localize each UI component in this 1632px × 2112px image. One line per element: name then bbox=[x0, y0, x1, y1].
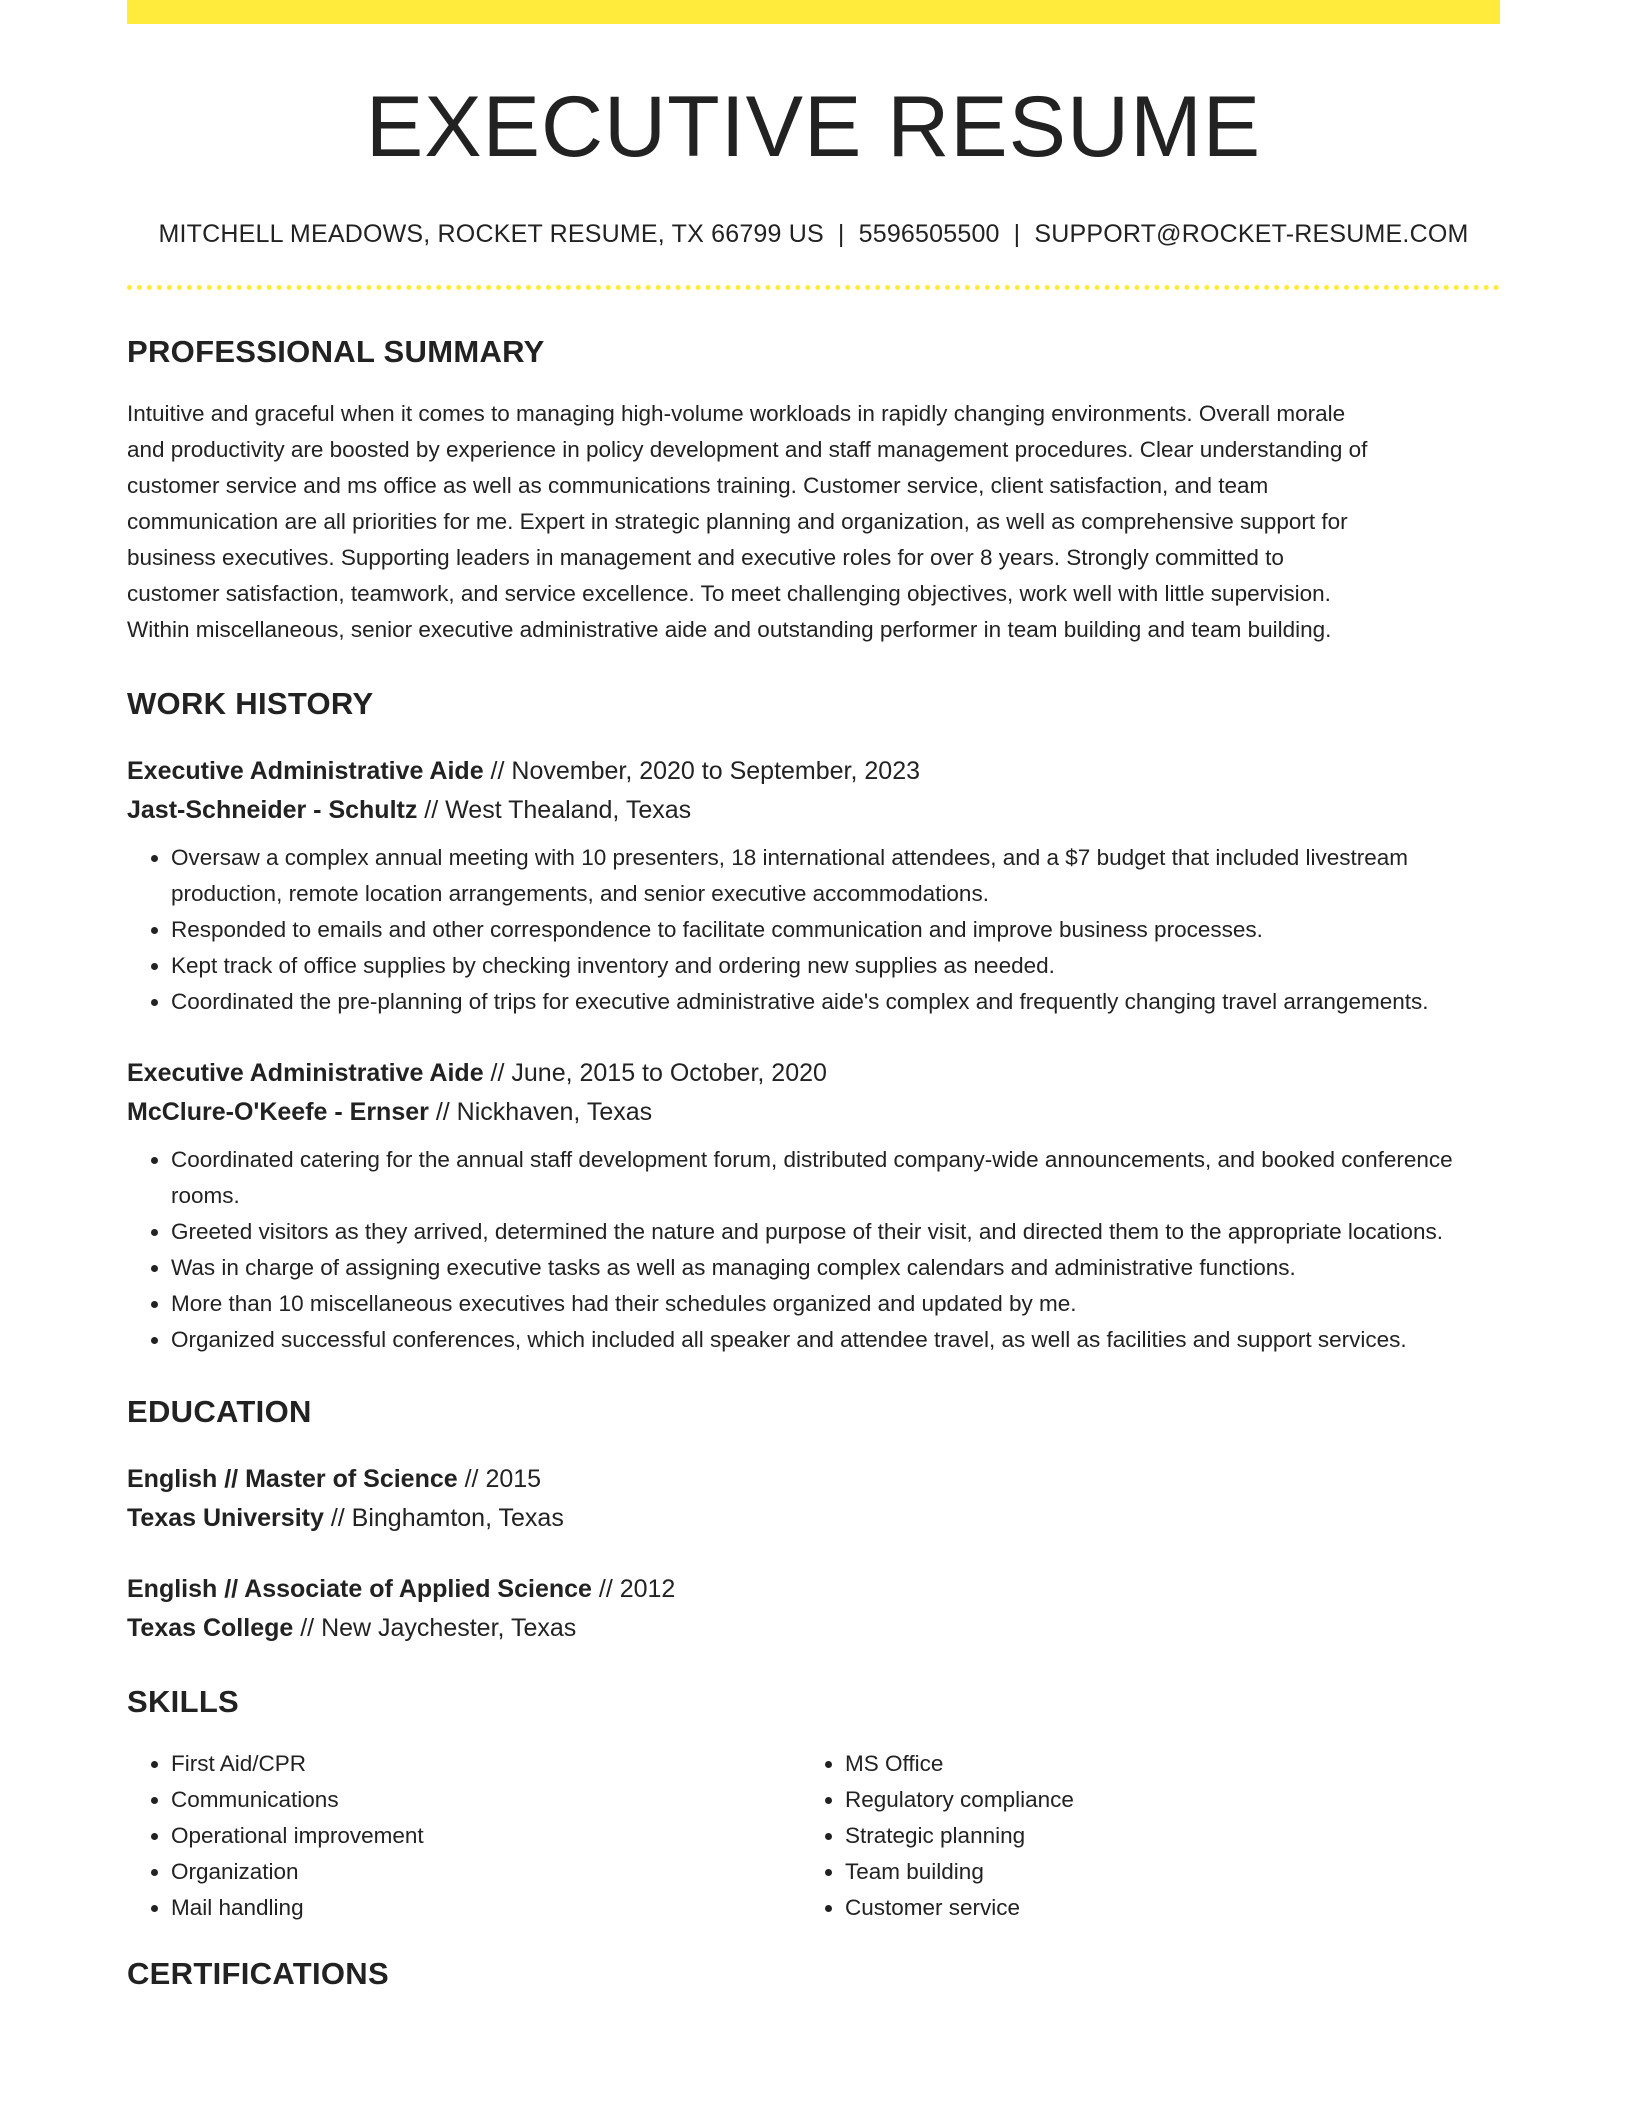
education-degree-line bbox=[127, 1460, 1500, 1499]
education-school: Texas College bbox=[127, 1614, 294, 1643]
job-bullet: • Was in charge of assigning executive tasks as well as managing complex calendars and administrative functions. bbox=[171, 1250, 1500, 1286]
skills-column-left bbox=[127, 1746, 801, 1926]
education-location: // Binghamton, Texas bbox=[323, 1504, 564, 1533]
job-company: McClure-O'Keefe - Ernser bbox=[127, 1098, 429, 1127]
education-entry bbox=[127, 1570, 1500, 1648]
skill-item: • Strategic planning bbox=[845, 1818, 1475, 1854]
job-dates: // November, 2020 to September, 2023 bbox=[483, 757, 920, 786]
skill-item: • Regulatory compliance bbox=[845, 1782, 1475, 1818]
job-entry bbox=[127, 1054, 1500, 1358]
job-header bbox=[127, 752, 1500, 791]
education-entry bbox=[127, 1460, 1500, 1538]
job-company-line bbox=[127, 1093, 1500, 1132]
skill-item: • Customer service bbox=[845, 1890, 1475, 1926]
contact-phone: 5596505500 bbox=[858, 220, 1000, 249]
summary-text bbox=[127, 396, 1500, 648]
resume-title: EXECUTIVE RESUME bbox=[365, 79, 1262, 175]
education-school: Texas University bbox=[127, 1504, 324, 1533]
education-degree: English // Associate of Applied Science bbox=[127, 1575, 592, 1604]
accent-bar bbox=[127, 0, 1500, 24]
job-role: Executive Administrative Aide bbox=[127, 1059, 484, 1088]
skills-grid bbox=[127, 1746, 1500, 1926]
dotted-divider bbox=[127, 285, 1500, 290]
job-location: // Nickhaven, Texas bbox=[428, 1098, 653, 1127]
job-bullet: • Responded to emails and other correspondence to facilitate communication and improve business processes. bbox=[171, 912, 1500, 948]
education-year: // 2015 bbox=[457, 1465, 542, 1494]
education-degree: English // Master of Science bbox=[127, 1465, 458, 1494]
education-school-line bbox=[127, 1609, 1500, 1648]
job-bullet: • Coordinated the pre-planning of trips for executive administrative aide's complex and frequently changing travel arrangements. bbox=[171, 984, 1500, 1020]
contact-separator: | bbox=[837, 220, 845, 249]
job-bullets bbox=[127, 1142, 1500, 1358]
job-header bbox=[127, 1054, 1500, 1093]
skill-item: • Team building bbox=[845, 1854, 1475, 1890]
contact-line bbox=[127, 220, 1500, 249]
section-title-certifications: CERTIFICATIONS bbox=[127, 1956, 389, 1992]
education-degree-line bbox=[127, 1570, 1500, 1609]
section-title-skills: SKILLS bbox=[127, 1684, 240, 1720]
job-dates: // June, 2015 to October, 2020 bbox=[483, 1059, 827, 1088]
job-location: // West Thealand, Texas bbox=[417, 796, 692, 825]
section-title-work-history: WORK HISTORY bbox=[127, 686, 374, 722]
contact-separator: | bbox=[1013, 220, 1021, 249]
job-bullet: • Kept track of office supplies by checking inventory and ordering new supplies as needed. bbox=[171, 948, 1500, 984]
education-location: // New Jaychester, Texas bbox=[293, 1614, 577, 1643]
contact-email: SUPPORT@ROCKET-RESUME.COM bbox=[1034, 220, 1469, 249]
summary-line: and productivity are boosted by experience in policy development and staff management procedures. Clear understanding of bbox=[127, 437, 1368, 463]
job-bullet: • Coordinated catering for the annual staff development forum, distributed company-wide announcements, and booked conference rooms. bbox=[171, 1142, 1500, 1214]
job-bullet: • Greeted visitors as they arrived, determined the nature and purpose of their visit, and directed them to the appropriate locations. bbox=[171, 1214, 1500, 1250]
summary-line: customer service and ms office as well as communications training. Customer service, client satisfaction, and team bbox=[127, 473, 1269, 499]
summary-line: communication are all priorities for me. Expert in strategic planning and organization, as well as comprehensive support for bbox=[127, 509, 1348, 535]
skill-item: • Communications bbox=[171, 1782, 801, 1818]
skill-item: • Operational improvement bbox=[171, 1818, 801, 1854]
job-entry bbox=[127, 752, 1500, 1020]
job-bullet: • Oversaw a complex annual meeting with 10 presenters, 18 international attendees, and a $7 budget that included livestream production, remote location arrangements, and senior executive accommodations. bbox=[171, 840, 1500, 912]
job-bullet: • Organized successful conferences, which included all speaker and attendee travel, as well as facilities and support services. bbox=[171, 1322, 1500, 1358]
summary-line: business executives. Supporting leaders in management and executive roles for over 8 years. Strongly committed to bbox=[127, 545, 1284, 571]
contact-address: MITCHELL MEADOWS, ROCKET RESUME, TX 66799 US bbox=[158, 220, 824, 249]
summary-line: Within miscellaneous, senior executive administrative aide and outstanding performer in team building and team building. bbox=[127, 617, 1332, 643]
job-role: Executive Administrative Aide bbox=[127, 757, 484, 786]
skill-item: • First Aid/CPR bbox=[171, 1746, 801, 1782]
skill-item: • MS Office bbox=[845, 1746, 1475, 1782]
skill-item: • Organization bbox=[171, 1854, 801, 1890]
section-title-summary: PROFESSIONAL SUMMARY bbox=[127, 334, 545, 370]
job-bullet: • More than 10 miscellaneous executives had their schedules organized and updated by me. bbox=[171, 1286, 1500, 1322]
job-company: Jast-Schneider - Schultz bbox=[127, 796, 418, 825]
job-bullets bbox=[127, 840, 1500, 1020]
summary-line: customer satisfaction, teamwork, and service excellence. To meet challenging objectives, work well with little supervision. bbox=[127, 581, 1331, 607]
education-year: // 2012 bbox=[591, 1575, 676, 1604]
job-company-line bbox=[127, 791, 1500, 830]
summary-line: Intuitive and graceful when it comes to managing high-volume workloads in rapidly changing environments. Overall morale bbox=[127, 401, 1346, 427]
education-school-line bbox=[127, 1499, 1500, 1538]
skills-column-right bbox=[801, 1746, 1475, 1926]
resume-page bbox=[127, 0, 1500, 1992]
skill-item: • Mail handling bbox=[171, 1890, 801, 1926]
section-title-education: EDUCATION bbox=[127, 1394, 312, 1430]
